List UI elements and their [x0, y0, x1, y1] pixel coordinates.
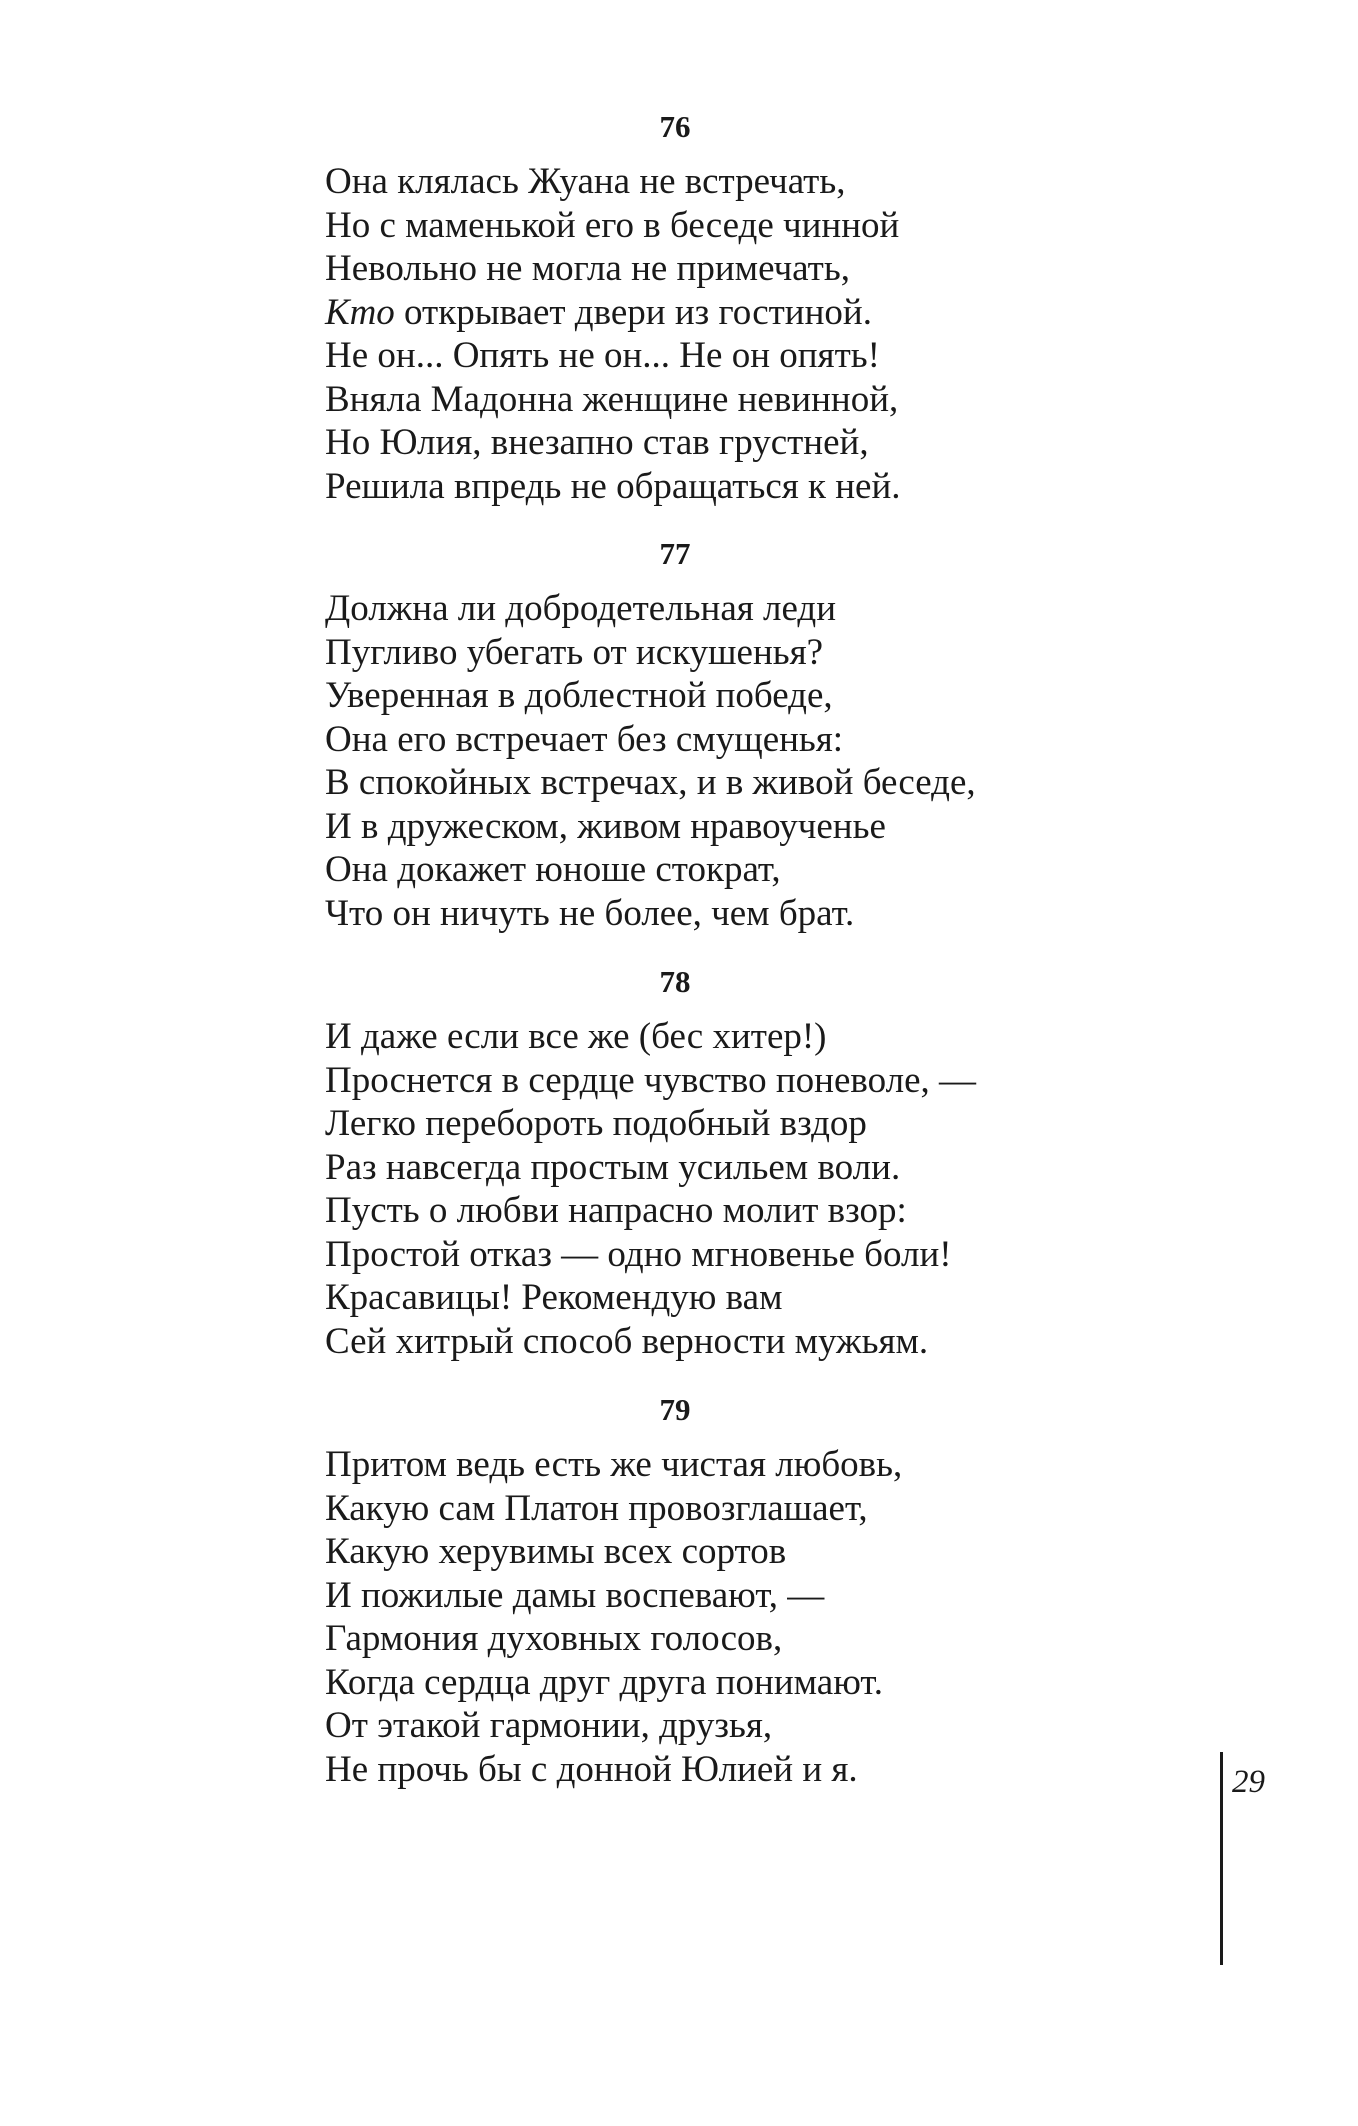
verse-line: Она докажет юноше стократ,	[325, 849, 781, 890]
verse-line: Невольно не могла не примечать,	[325, 248, 850, 289]
verse-lines	[325, 160, 1125, 508]
verse-line: Она его встречает без смущенья:	[325, 718, 844, 760]
verse-line: В спокойных встречах, и в живой беседе,	[325, 762, 976, 803]
verse-line: Гармония духовных голосов,	[325, 1618, 783, 1659]
stanza-number: 78	[659, 964, 691, 999]
stanza-number: 77	[659, 536, 691, 571]
verse-line: Что он ничуть не более, чем брат.	[325, 892, 855, 934]
stanza-77	[325, 537, 1125, 935]
stanza-78	[325, 965, 1125, 1363]
verse-line: Она клялась Жуана не встречать,	[325, 161, 846, 202]
verse-line: Вняла Мадонна женщине невинной,	[325, 378, 899, 420]
verse-line-rest: открывает двери из гостиной.	[394, 291, 872, 333]
verse-line	[325, 291, 1125, 335]
verse-line: Когда сердца друг друга понимают.	[325, 1661, 883, 1703]
verse-line: От этакой гармонии, друзья,	[325, 1705, 773, 1746]
verse-line: Притом ведь есть же чистая любовь,	[325, 1444, 903, 1485]
verse-line: Не он... Опять не он... Не он опять!	[325, 335, 880, 376]
stanza-number: 76	[659, 109, 691, 144]
italic-word: Кто	[325, 291, 395, 333]
verse-line: Простой отказ — одно мгновенье боли!	[325, 1233, 952, 1275]
verse-line: Уверенная в доблестной победе,	[325, 675, 833, 716]
verse-lines	[325, 1015, 1125, 1363]
verse-line: Сей хитрый способ верности мужьям.	[325, 1320, 929, 1362]
verse-line: Проснется в сердце чувство поневоле, —	[325, 1059, 976, 1101]
verse-line: Но Юлия, внезапно став грустней,	[325, 422, 869, 463]
verse-line: И даже если все же (бес хитер!)	[325, 1016, 827, 1057]
stanza-76	[325, 110, 1125, 508]
verse-line: Легко перебороть подобный вздор	[325, 1103, 867, 1144]
margin-rule	[1220, 1752, 1223, 1965]
verse-line: И в дружеском, живом нравоученье	[325, 805, 886, 847]
stanza-number: 79	[659, 1392, 691, 1427]
verse-line: Решила впредь не обращаться к ней.	[325, 465, 901, 507]
verse-lines	[325, 1443, 1125, 1791]
stanza-79	[325, 1393, 1125, 1791]
verse-line: Раз навсегда простым усильем воли.	[325, 1146, 901, 1188]
verse-line: И пожилые дамы воспевают, —	[325, 1574, 825, 1616]
verse-line: Пугливо убегать от искушенья?	[325, 631, 824, 673]
verse-line: Какую сам Платон провозглашает,	[325, 1487, 868, 1529]
verse-line: Не прочь бы с донной Юлией и я.	[325, 1748, 858, 1790]
page-number: 29	[1232, 1764, 1265, 1800]
verse-lines	[325, 587, 1125, 935]
verse-line: Но с маменькой его в беседе чинной	[325, 204, 900, 246]
verse-line: Пусть о любви напрасно молит взор:	[325, 1190, 907, 1231]
verse-line: Красавицы! Рекомендую вам	[325, 1277, 783, 1318]
verse-line: Должна ли добродетельная леди	[325, 588, 837, 629]
verse-line: Какую херувимы всех сортов	[325, 1531, 787, 1572]
